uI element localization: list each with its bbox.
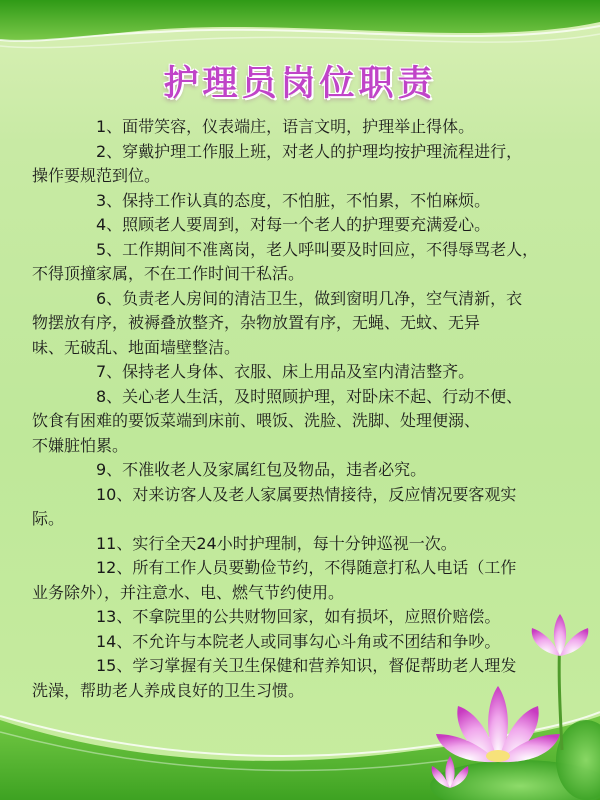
duty-item-line: 洗澡，帮助老人养成良好的卫生习惯。 — [32, 680, 305, 700]
duty-item-line: 际。 — [32, 509, 65, 528]
duty-item-line: 8、关心老人生活，及时照顾护理，对卧床不起、行动不便、 — [96, 386, 523, 406]
duty-item-line: 物摆放有序，被褥叠放整齐，杂物放置有序，无蝇、无蚊、无异 — [32, 313, 481, 332]
duty-item — [32, 140, 572, 189]
duty-item-line: 6、负责老人房间的清洁卫生，做到窗明几净，空气清新，衣 — [96, 288, 523, 308]
duty-item-line: 不嫌脏怕累。 — [32, 435, 129, 455]
duty-item-line: 11、实行全天24小时护理制，每十分钟巡视一次。 — [96, 533, 457, 553]
duty-item — [32, 385, 572, 459]
lotus-flower-icon — [410, 610, 600, 800]
page-title: 护理员岗位职责 — [163, 64, 437, 104]
duty-item-line: 饮食有困难的要饭菜端到床前、喂饭、洗脸、洗脚、处理便溺、 — [32, 411, 481, 430]
duty-item-line: 1、面带笑容，仪表端庄，语言文明，护理举止得体。 — [96, 117, 475, 136]
duty-item-line: 3、保持工作认真的态度，不怕脏，不怕累，不怕麻烦。 — [96, 190, 491, 210]
duty-item — [64, 458, 572, 483]
duty-item-line: 味、无破乱、地面墙壁整洁。 — [32, 337, 241, 357]
duty-item — [64, 532, 572, 557]
duty-item — [32, 556, 572, 605]
duty-item — [64, 213, 572, 238]
duty-item — [64, 189, 572, 214]
duty-item-line: 2、穿戴护理工作服上班，对老人的护理均按护理流程进行， — [96, 141, 523, 161]
duty-item-line: 不得顶撞家属，不在工作时间干私活。 — [32, 264, 305, 283]
duty-item-line: 5、工作期间不准离岗，老人呼叫要及时回应，不得辱骂老人， — [96, 239, 539, 259]
duty-item — [32, 287, 572, 361]
duty-item — [64, 360, 572, 385]
duty-item-line: 操作要规范到位。 — [32, 166, 161, 185]
duty-item-line: 12、所有工作人员要勤俭节约，不得随意打私人电话（工作 — [96, 558, 517, 577]
duty-item-line: 13、不拿院里的公共财物回家，如有损坏，应照价赔偿。 — [96, 607, 501, 626]
duty-item-line: 10、对来访客人及老人家属要热情接待，反应情况要客观实 — [96, 484, 517, 504]
duty-item-line: 9、不准收老人及家属红包及物品，违者必究。 — [96, 460, 427, 479]
duty-item-line: 7、保持老人身体、衣服、床上用品及室内清洁整齐。 — [96, 362, 475, 381]
duty-item — [32, 483, 572, 532]
duty-item — [32, 238, 572, 287]
duty-item-line: 14、不允许与本院老人或同事勾心斗角或不团结和争吵。 — [96, 631, 501, 651]
duty-item-line: 业务除外），并注意水、电、燃气节约使用。 — [32, 582, 345, 602]
duty-item-line: 15、学习掌握有关卫生保健和营养知识，督促帮助老人理发 — [96, 656, 517, 675]
duty-item-line: 4、照顾老人要周到，对每一个老人的护理要充满爱心。 — [96, 215, 491, 234]
duty-item — [64, 115, 572, 140]
